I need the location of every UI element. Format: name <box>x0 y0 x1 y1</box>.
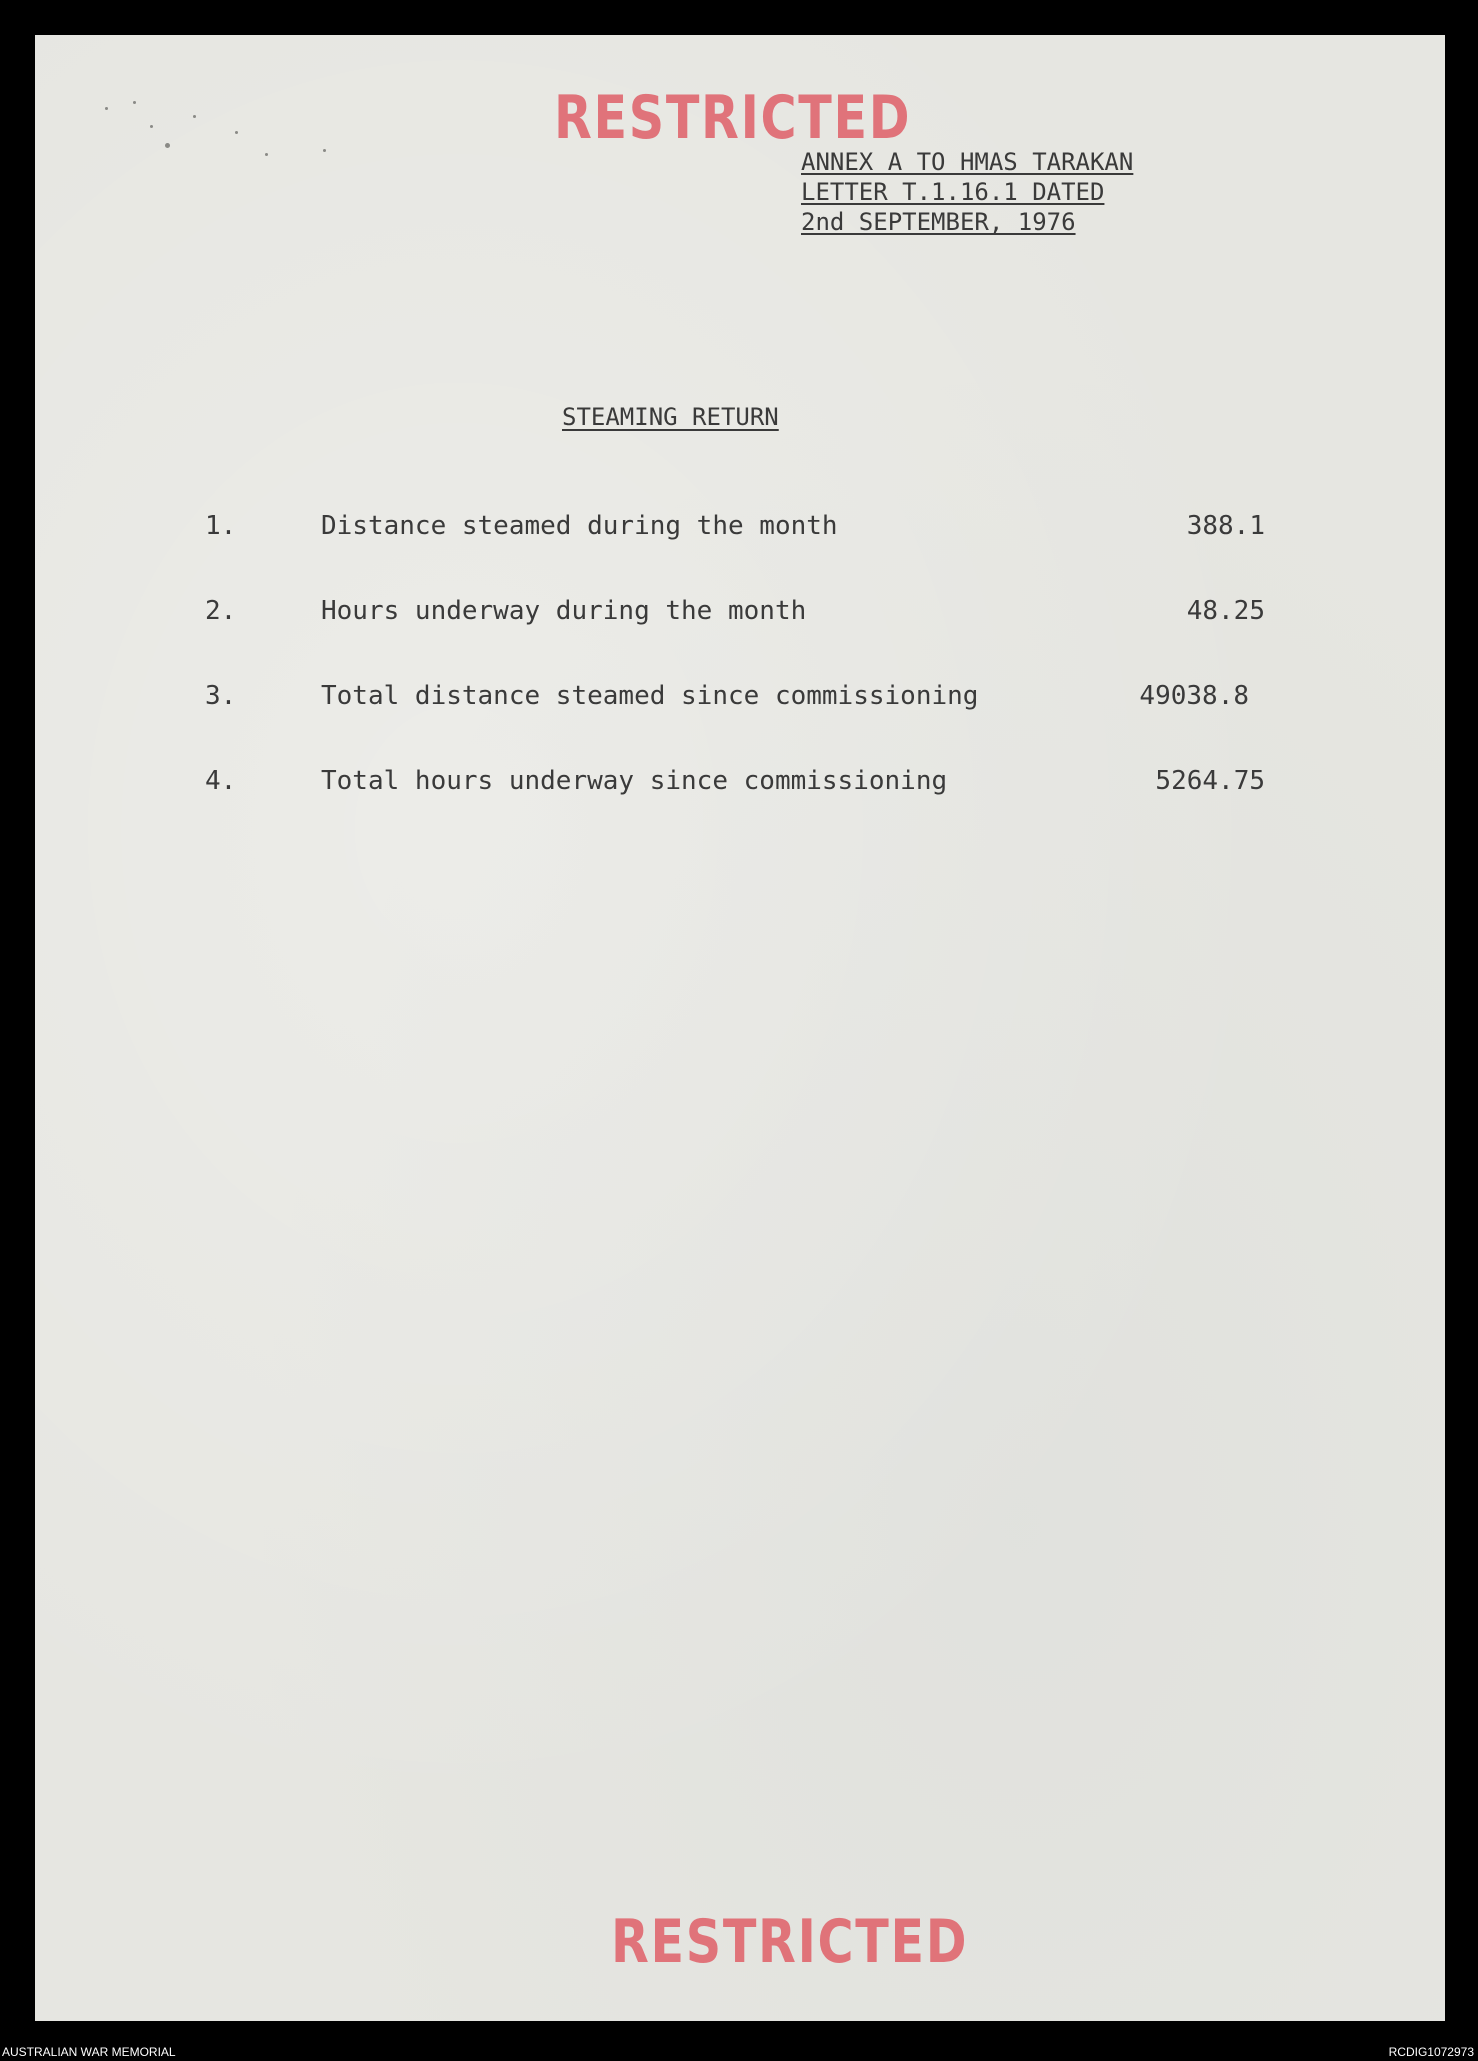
speck <box>235 131 238 134</box>
item-number: 2. <box>205 596 237 626</box>
item-description: Total hours underway since commissioning <box>321 766 948 796</box>
speck <box>133 101 136 104</box>
paper-blemishes <box>95 95 355 175</box>
document-page <box>35 35 1445 2021</box>
item-number: 1. <box>205 511 237 541</box>
item-value: 48.25 <box>1186 596 1265 626</box>
annex-line-2: LETTER T.1.16.1 DATED <box>801 178 1105 206</box>
speck <box>193 115 196 118</box>
speck <box>105 107 108 110</box>
steaming-return-list <box>205 511 1265 851</box>
item-description: Total distance steamed since commissioning <box>321 681 979 711</box>
annex-reference <box>801 147 1133 237</box>
annex-line-3: 2nd SEPTEMBER, 1976 <box>801 208 1076 236</box>
speck <box>265 153 268 156</box>
item-description: Distance steamed during the month <box>321 511 838 541</box>
item-value: 5264.75 <box>1155 766 1265 796</box>
restricted-stamp-bottom: RESTRICTED <box>611 1907 969 1977</box>
item-number: 4. <box>205 766 237 796</box>
item-value: 388.1 <box>1186 511 1265 541</box>
list-item <box>205 511 1265 596</box>
document-heading: STEAMING RETURN <box>562 403 779 431</box>
item-number: 3. <box>205 681 237 711</box>
restricted-stamp-top: RESTRICTED <box>554 83 912 153</box>
list-item <box>205 681 1265 766</box>
speck <box>150 125 153 128</box>
list-item <box>205 596 1265 681</box>
speck <box>165 143 170 148</box>
archive-id: RCDIG1072973 <box>1388 2045 1474 2059</box>
item-description: Hours underway during the month <box>321 596 807 626</box>
annex-line-1: ANNEX A TO HMAS TARAKAN <box>801 148 1134 176</box>
speck <box>323 149 326 152</box>
item-value: 49038.8 <box>1139 681 1249 711</box>
archive-credit: AUSTRALIAN WAR MEMORIAL <box>2 2045 176 2059</box>
list-item <box>205 766 1265 851</box>
